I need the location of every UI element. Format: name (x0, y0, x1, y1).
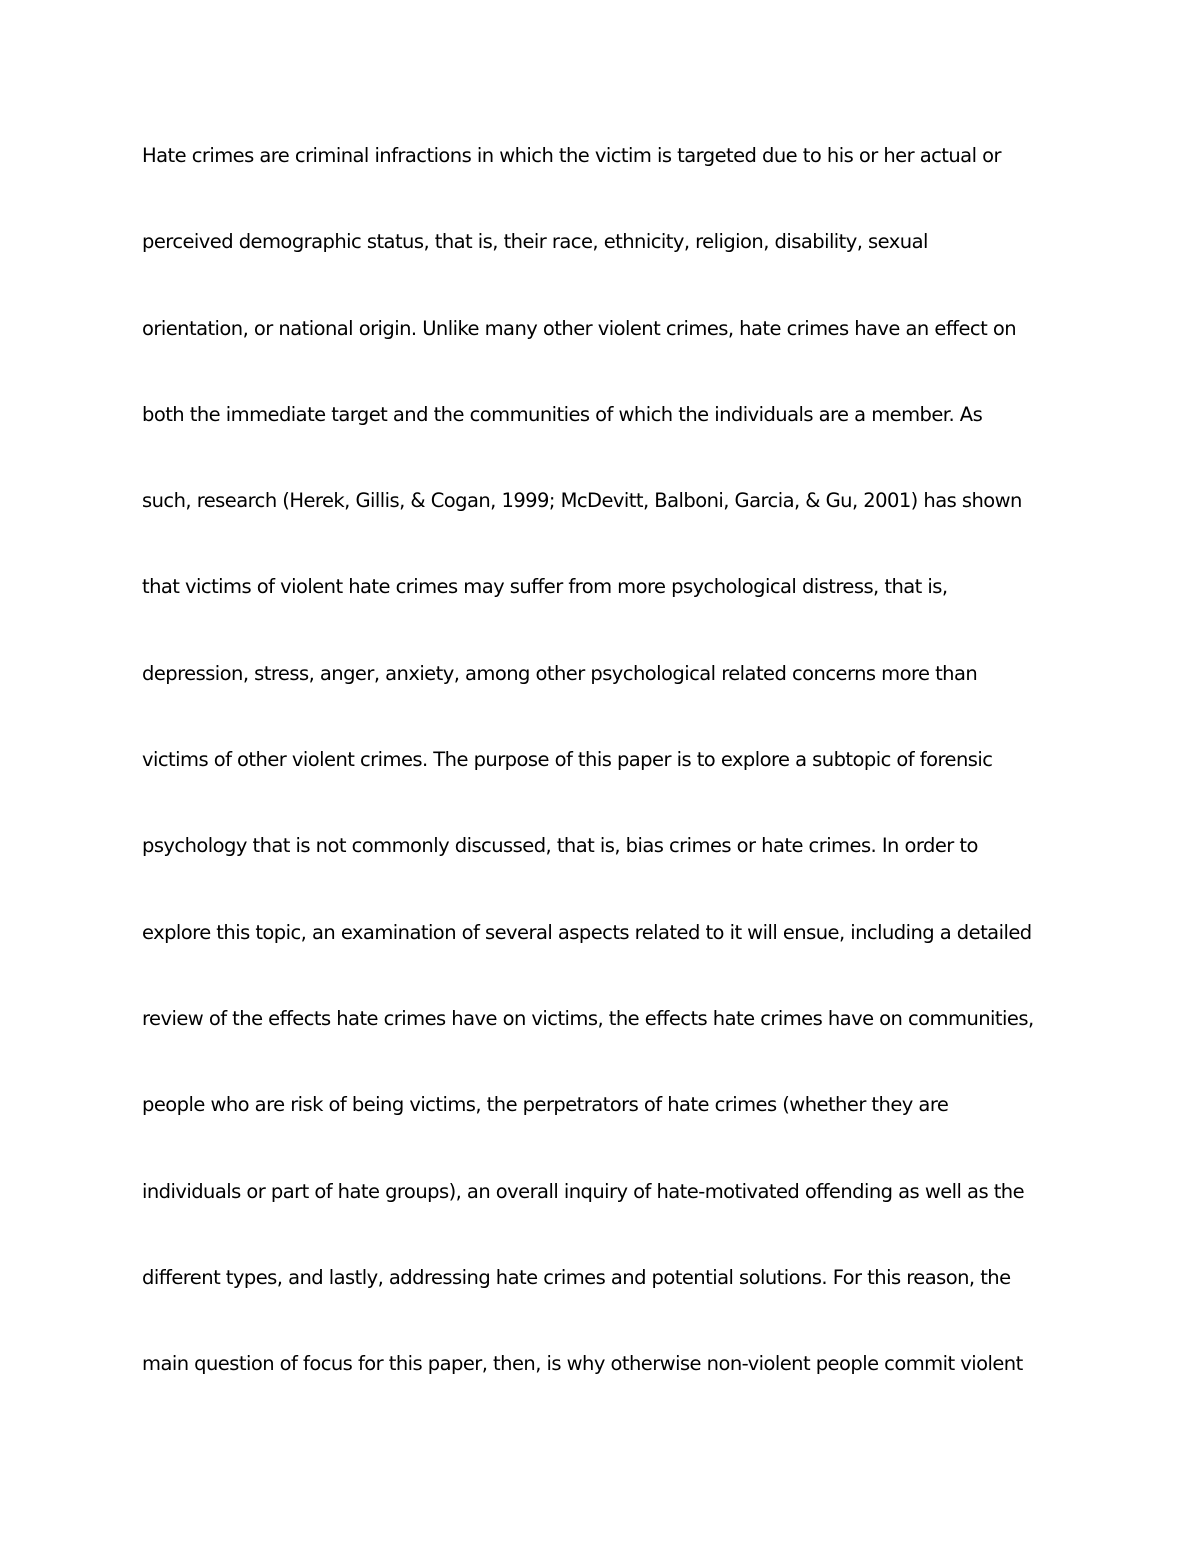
text-line: people who are risk of being victims, the perpetrators of hate crimes (whether they are (142, 1093, 949, 1117)
text-line: both the immediate target and the communities of which the individuals are a member. As (142, 402, 983, 426)
text-line: psychology that is not commonly discussed, that is, bias crimes or hate crimes. In order to (142, 834, 978, 858)
text-line: main question of focus for this paper, then, is why otherwise non-violent people commit violent (142, 1352, 1023, 1376)
text-line: individuals or part of hate groups), an overall inquiry of hate-motivated offending as well as the (142, 1179, 1025, 1203)
text-line: perceived demographic status, that is, their race, ethnicity, religion, disability, sexual (142, 230, 928, 254)
text-line: depression, stress, anger, anxiety, among other psychological related concerns more than (142, 661, 978, 685)
text-line: explore this topic, an examination of several aspects related to it will ensue, including a detailed (142, 920, 1032, 944)
text-line: different types, and lastly, addressing hate crimes and potential solutions. For this reason, the (142, 1265, 1011, 1289)
text-line: that victims of violent hate crimes may suffer from more psychological distress, that is, (142, 575, 948, 599)
text-line: review of the effects hate crimes have on victims, the effects hate crimes have on communities, (142, 1006, 1034, 1030)
text-line: victims of other violent crimes. The purpose of this paper is to explore a subtopic of forensic (142, 748, 993, 772)
text-line: such, research (Herek, Gillis, & Cogan, 1999; McDevitt, Balboni, Garcia, & Gu, 2001) has shown (142, 489, 1022, 513)
body-paragraph (142, 139, 1072, 1433)
text-line: Hate crimes are criminal infractions in which the victim is targeted due to his or her actual or (142, 144, 1001, 167)
text-line: orientation, or national origin. Unlike many other violent crimes, hate crimes have an effect on (142, 316, 1017, 340)
